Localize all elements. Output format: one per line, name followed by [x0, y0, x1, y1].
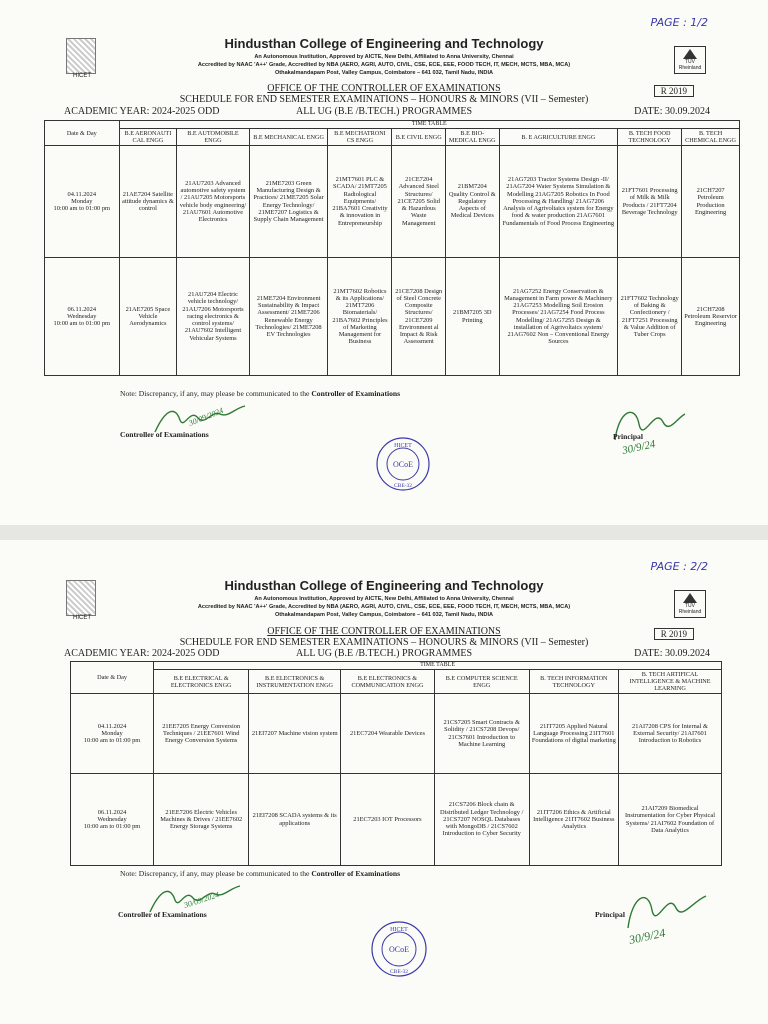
- header-chem: B. TECH CHEMICAL ENGG: [682, 129, 740, 146]
- course-cell: 21EI7208 SCADA systems & its applications: [249, 774, 341, 866]
- exam-time: 10:00 am to 01:00 pm: [83, 823, 141, 831]
- controller-label: Controller of Examinations: [120, 430, 209, 439]
- exam-time: 10:00 am to 01:00 pm: [53, 205, 110, 213]
- course-cell: 21CE7208 Design of Steel Concrete Composite Structures/ 21CE7209 Environment al Impact & Risk Assessment: [392, 258, 446, 376]
- course-cell: 21FT7602 Technology of Baking & Confectionery / 21FT7251 Processing & Value Addition of Tuber Crops: [618, 258, 682, 376]
- course-cell: 21CS7205 Smart Contracts & Solidity / 21CS7208 Devops/ 21CS7601 Introduction to Machine Learning: [434, 694, 529, 774]
- controller-label: Controller of Examinations: [118, 910, 207, 919]
- office-title: OFFICE OF THE CONTROLLER OF EXAMINATIONS: [267, 626, 501, 637]
- office-title: OFFICE OF THE CONTROLLER OF EXAMINATIONS: [267, 83, 501, 94]
- row-date-cell: [71, 694, 154, 774]
- course-cell: 21CE7204 Advanced Steel Structures/ 21CE7205 Solid & Hazardous Waste Management: [392, 146, 446, 258]
- schedule-title: SCHEDULE FOR END SEMESTER EXAMINATIONS – HONOURS & MINORS (VII – Semester): [179, 94, 589, 105]
- affiliation-line: An Autonomous Institution, Approved by AICTE, New Delhi, Affiliated to Anna University, Chennai: [254, 596, 514, 602]
- college-name: Hindusthan College of Engineering and Technology: [224, 36, 544, 51]
- timetable-page-1: [44, 120, 740, 376]
- course-cell: 21AU7204 Electric vehicle technology/ 21AU7206 Motorsports racing electronics & control systems/ 21AU7602 Intelligent Vehicular Systems: [177, 258, 249, 376]
- page-number: PAGE : 2/2: [650, 560, 708, 573]
- schedule-date: DATE: 30.09.2024: [634, 106, 710, 117]
- schedule-date: DATE: 30.09.2024: [634, 648, 710, 659]
- note-bold: Controller of Examinations: [311, 389, 401, 398]
- office-seal: [375, 436, 431, 492]
- course-cell: 21EE7206 Electric Vehicles Machines & Drives / 21EE7602 Energy Storage Systems: [154, 774, 249, 866]
- course-cell: 21IT7205 Applied Natural Language Processing 21IT7601 Foundations of digital marketing: [529, 694, 618, 774]
- exam-day: Wednesday: [67, 312, 97, 320]
- table-row: [45, 258, 740, 376]
- controller-sign-date: 30/09/2024: [187, 405, 225, 428]
- header-date-day: Date & Day: [45, 121, 120, 146]
- note-bold: Controller of Examinations: [311, 869, 401, 878]
- badge-text: TÜV Rheinland: [678, 603, 702, 615]
- course-cell: 21AI7209 Biomedical Instrumentation for Cyber Physical Systems/ 21AI7602 Foundation of Data Analytics: [619, 774, 722, 866]
- principal-sign-date: 30/9/24: [627, 925, 667, 947]
- office-seal: [370, 920, 428, 978]
- affiliation-line: An Autonomous Institution, Approved by AICTE, New Delhi, Affiliated to Anna University, Chennai: [254, 54, 514, 60]
- regulation-box: R 2019: [654, 628, 694, 640]
- course-cell: 21EC7204 Wearable Devices: [341, 694, 435, 774]
- page-gap: [0, 525, 768, 540]
- table-row: [71, 774, 722, 866]
- discrepancy-note: [120, 389, 400, 398]
- regulation-box: R 2019: [654, 85, 694, 97]
- header-eee: B.E ELECTRICAL & ELECTRONICS ENGG: [154, 670, 249, 694]
- seal-top-text: HICET: [394, 443, 412, 449]
- timetable-page-2: [70, 661, 722, 866]
- seal-mid-text: OCoE: [389, 945, 409, 954]
- course-cell: 21CH7207 Petroleum Production Engineering: [682, 146, 740, 258]
- discrepancy-note: [120, 869, 400, 878]
- seal-top-text: HICET: [390, 927, 408, 933]
- exam-date: 06.11.2024: [67, 305, 97, 313]
- course-cell: 21EC7203 IOT Processors: [341, 774, 435, 866]
- header-bme: B.E BIO-MEDICAL ENGG: [446, 129, 500, 146]
- course-cell: 21EI7207 Machine vision system: [249, 694, 341, 774]
- note-text: Note: Discrepancy, if any, may please be communicated to the: [120, 869, 310, 878]
- exam-date: 06.11.2024: [97, 808, 127, 816]
- exam-date: 04.11.2024: [67, 190, 97, 198]
- academic-year: ACADEMIC YEAR: 2024-2025 ODD: [64, 648, 220, 659]
- exam-date: 04.11.2024: [97, 722, 127, 730]
- header-time-table: TIME TABLE: [119, 121, 739, 129]
- course-cell: 21IT7206 Ethics & Artificial Intelligence 21IT7602 Business Analytics: [529, 774, 618, 866]
- seal-bottom-text: CBE-32: [389, 969, 409, 975]
- header-eie: B.E ELECTRONICS & INSTRUMENTATION ENGG: [249, 670, 341, 694]
- course-cell: 21BM7205 3D Printing: [446, 258, 500, 376]
- exam-day: Wednesday: [97, 815, 127, 823]
- course-cell: 21ME7204 Environment Sustainability & Impact Assessment/ 21ME7206 Renewable Energy Technologies/ 21ME7208 EV Technologies: [249, 258, 328, 376]
- course-cell: 21EE7205 Energy Conversion Techniques / 21EE7601 Wind Energy Conversion Systems: [154, 694, 249, 774]
- course-cell: 21MT7601 PLC & SCADA/ 21MT7205 Radiological Equipments/ 21BA7601 Creativity & innovation in Entrepreneurship: [328, 146, 392, 258]
- course-cell: 21AE7205 Space Vehicle Aerodynamics: [119, 258, 177, 376]
- header-cse: B.E COMPUTER SCIENCE ENGG: [434, 670, 529, 694]
- programmes-title: ALL UG (B.E /B.TECH.) PROGRAMMES: [295, 106, 473, 117]
- accreditation-line: Accredited by NAAC 'A++' Grade, Accredited by NBA (AERO, AGRI, AUTO, CIVIL, CSE, ECE, EEE, FOOD TECH, IT, MECH, MCTS, MBA, MCA): [197, 62, 571, 68]
- header-date-day: Date & Day: [71, 662, 154, 694]
- badge-text: TÜV Rheinland: [678, 59, 702, 71]
- principal-label: Principal: [613, 432, 643, 441]
- controller-sign-date: 30/09/2024: [182, 890, 221, 910]
- schedule-title: SCHEDULE FOR END SEMESTER EXAMINATIONS – HONOURS & MINORS (VII – Semester): [179, 637, 589, 648]
- header-civil: B.E CIVIL ENGG: [392, 129, 446, 146]
- seal-bottom-text: CBE-32: [393, 483, 413, 489]
- header-it: B. TECH INFORMATION TECHNOLOGY: [529, 670, 618, 694]
- course-cell: 21AU7203 Advanced automotive safety system / 21AU7205 Motorsports vehicle body engineering/ 21AU7601 Automotive Electronics: [177, 146, 249, 258]
- course-cell: 21FT7601 Processing of Milk & Milk Products / 21FT7204 Beverage Technology: [618, 146, 682, 258]
- header-aiml: B. TECH ARTIFICAL INTELLIGENCE & MACHINE LEARNING: [619, 670, 722, 694]
- header-time-table: TIME TABLE: [154, 662, 722, 670]
- page-number: PAGE : 1/2: [650, 16, 708, 29]
- header-ece: B.E ELECTRONICS & COMMUNICATION ENGG: [341, 670, 435, 694]
- exam-day: Monday: [71, 197, 93, 205]
- note-text: Note: Discrepancy, if any, may please be communicated to the: [120, 389, 310, 398]
- header-auto: B.E AUTOMOBILE ENGG: [177, 129, 249, 146]
- header-agri: B. E AGRICULTURE ENGG: [499, 129, 618, 146]
- course-cell: 21CH7208 Petroleum Reservior Engineering: [682, 258, 740, 376]
- exam-day: Monday: [101, 729, 123, 737]
- principal-signature: [620, 882, 720, 948]
- college-name: Hindusthan College of Engineering and Technology: [224, 578, 544, 593]
- course-cell: 21CS7206 Block chain & Distributed Ledger Technology / 21CS7207 NOSQL Databases with MongoDB / 21CS7602 Introduction to Cyber Security: [434, 774, 529, 866]
- page-2: [0, 540, 768, 1024]
- accreditation-line: Accredited by NAAC 'A++' Grade, Accredited by NBA (AERO, AGRI, AUTO, CIVIL, CSE, ECE, EEE, FOOD TECH, IT, MECH, MCTS, MBA, MCA): [197, 604, 571, 610]
- row-date-cell: [45, 146, 120, 258]
- header-mctr: B.E MECHATRONI CS ENGG: [328, 129, 392, 146]
- header-food: B. TECH FOOD TECHNOLOGY: [618, 129, 682, 146]
- table-row: [45, 146, 740, 258]
- address-line: Othakalmandapam Post, Valley Campus, Coimbatore – 641 032, Tamil Nadu, INDIA: [274, 70, 494, 76]
- header-aero: B.E AERONAUTI CAL ENGG: [119, 129, 177, 146]
- logo-caption: HICET: [73, 73, 91, 79]
- row-date-cell: [45, 258, 120, 376]
- programmes-title: ALL UG (B.E /B.TECH.) PROGRAMMES: [295, 648, 473, 659]
- course-cell: 21MT7602 Robotics & its Applications/ 21MT7206 Biomaterials/ 21BA7602 Principles of Marketing Management for Business: [328, 258, 392, 376]
- header-mech: B.E MECHANICAL ENGG: [249, 129, 328, 146]
- principal-sign-date: 30/9/24: [621, 438, 657, 457]
- course-cell: 21AE7204 Satellite attitude dynamics & control: [119, 146, 177, 258]
- logo-caption: HICET: [73, 615, 91, 621]
- address-line: Othakalmandapam Post, Valley Campus, Coimbatore – 641 032, Tamil Nadu, INDIA: [274, 612, 494, 618]
- seal-mid-text: OCoE: [393, 460, 413, 469]
- exam-time: 10:00 am to 01:00 pm: [53, 320, 110, 328]
- course-cell: 21AG7203 Tractor Systems Design -II/ 21AG7204 Water Systems Simulation & Modelling 21AG7205 Robotics In Food Processing & Handling/ 21AG7206 Analysis of Agrivoltaics system for Energy food & water production 21AG7601 Fundamentals of Food Process Engineering: [499, 146, 618, 258]
- principal-signature: [605, 400, 695, 460]
- course-cell: 21AI7208 CPS for Internal & External Security/ 21AI7601 Introduction to Robotics: [619, 694, 722, 774]
- course-cell: 21BM7204 Quality Control & Regulatory Aspects of Medical Devices: [446, 146, 500, 258]
- exam-time: 10:00 am to 01:00 pm: [83, 737, 141, 745]
- course-cell: 21AG7252 Energy Conservation & Management in Farm power & Machinery 21AG7253 Modelling Soil Erosion Processes/ 21AG7254 Food Process Modelling/ 21AG7255 Design & installation of Agrivoltaics system/ 21AG7602 Non – Conventional Energy Sources: [499, 258, 618, 376]
- course-cell: 21ME7203 Green Manufacturing Design & Practices/ 21ME7205 Solar Energy Technology/ 21ME7207 Logistics & Supply Chain Management: [249, 146, 328, 258]
- principal-label: Principal: [595, 910, 625, 919]
- row-date-cell: [71, 774, 154, 866]
- academic-year: ACADEMIC YEAR: 2024-2025 ODD: [64, 106, 220, 117]
- table-row: [71, 694, 722, 774]
